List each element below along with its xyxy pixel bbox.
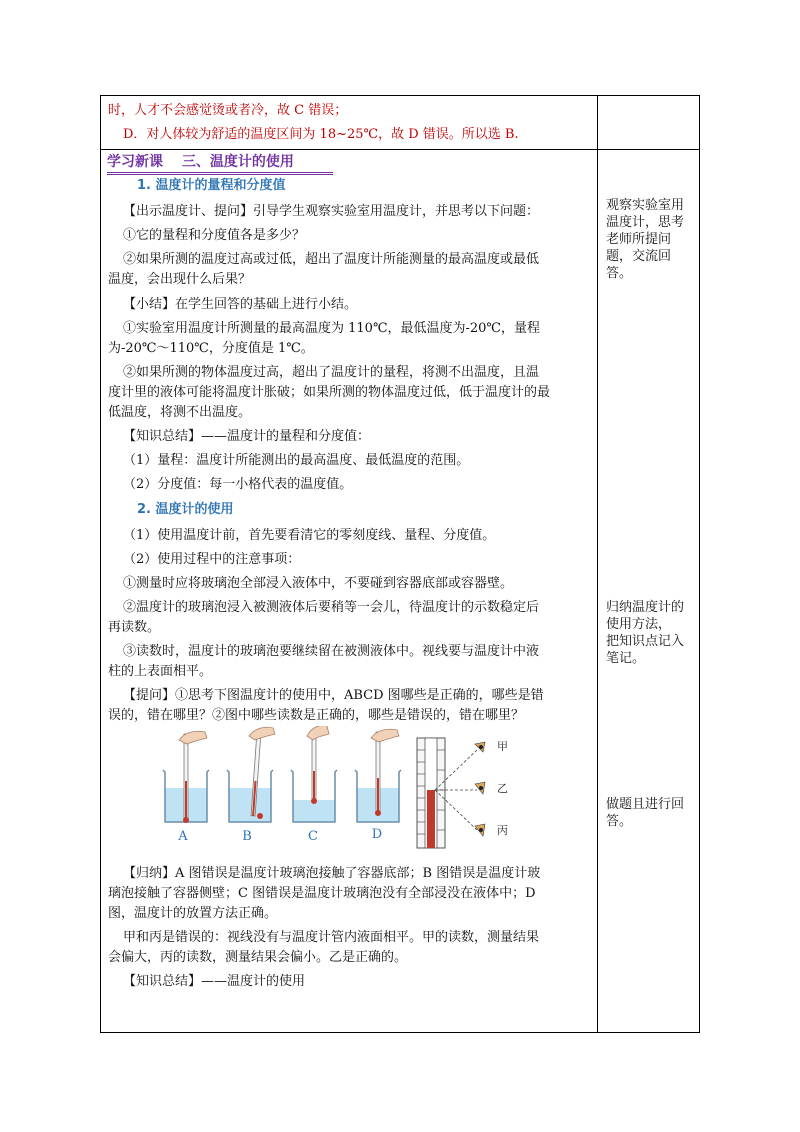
beaker-c <box>291 726 337 822</box>
part2-s1: （1）使用温度计前，首先要看清它的零刻度线、量程、分度值。 <box>123 528 496 543</box>
part2-n3b: 柱的上表面相平。 <box>108 664 213 679</box>
part2-n1: ①测量时应将玻璃泡全部浸入液体中，不要碰到容器底部或容器壁。 <box>123 576 514 591</box>
label-d: D <box>371 827 383 842</box>
label-jia: 甲 <box>497 740 508 753</box>
part2-h1: 甲和丙是错误的：视线没有与温度计管内液面相平。甲的读数，测量结果 <box>123 930 540 945</box>
label-c: C <box>308 829 318 844</box>
part1-intro: 【出示温度计、提问】引导学生观察实验室用温度计，并思考以下问题： <box>123 204 540 219</box>
reading-diagram <box>417 738 485 848</box>
label-b: B <box>242 829 252 844</box>
side-note-1e: 答。 <box>606 266 633 281</box>
answer-line-2: D．对人体较为舒适的温度区间为 18~25℃，故 D 错误。所以选 B. <box>123 127 519 142</box>
part2-n3a: ③读数时，温度计的玻璃泡要继续留在被测液体中。视线要与温度计中液 <box>123 644 540 659</box>
part1-k1: （1）量程：温度计所能测出的最高温度、最低温度的范围。 <box>123 453 470 468</box>
thermometer-figure <box>159 726 539 854</box>
side-note-3a: 做题且进行回 <box>606 797 685 812</box>
part2-question-a: 【提问】①思考下图温度计的使用中，ABCD 图哪些是正确的，哪些是错 <box>123 688 544 703</box>
part1-a2c: 低温度，将测不出温度。 <box>108 405 252 420</box>
side-note-2a: 归纳温度计的 <box>606 600 685 615</box>
part1-k2: （2）分度值：每一小格代表的温度值。 <box>123 477 353 492</box>
side-note-1a: 观察实验室用 <box>606 198 685 213</box>
part1-q2b: 温度，会出现什么后果？ <box>108 272 252 287</box>
part2-g3: 图，温度计的放置方法正确。 <box>108 906 278 921</box>
row-divider <box>101 149 699 150</box>
beaker-d <box>355 729 401 822</box>
answer-line-1: 时，人才不会感觉烫或者冷，故 C 错误； <box>108 103 348 118</box>
side-note-2c: 把知识点记入 <box>606 634 685 649</box>
part1-a2a: ②如果所测的物体温度过高，超出了温度计的量程，将测不出温度，且温 <box>123 365 540 380</box>
thermometer-figure-svg <box>159 726 539 854</box>
part1-q1: ①它的量程和分度值各是多少？ <box>123 228 306 243</box>
part2-g1: 【归纳】A 图错误是温度计玻璃泡接触了容器底部；B 图错误是温度计玻 <box>123 866 541 881</box>
part2-n2a: ②温度计的玻璃泡浸入被测液体后要稍等一会儿，待温度计的示数稳定后 <box>123 600 540 615</box>
part2-g2: 璃泡接触了容器侧壁；C 图错误是温度计玻璃泡没有全部浸没在液体中；D <box>108 886 536 901</box>
section-title: 学习新课 三、温度计的使用 <box>107 152 294 172</box>
label-a: A <box>178 829 188 844</box>
part1-q2a: ②如果所测的温度过高或过低，超出了温度计所能测量的最高温度或最低 <box>123 252 540 267</box>
part1-summary: 【小结】在学生回答的基础上进行小结。 <box>123 297 358 312</box>
side-note-1b: 温度计，思考 <box>606 215 685 230</box>
part1-knowledge-title: 【知识总结】——温度计的量程和分度值： <box>123 429 371 444</box>
part2-n2b: 再读数。 <box>108 620 161 635</box>
part2-s2: （2）使用过程中的注意事项： <box>123 552 301 567</box>
beaker-a <box>163 731 209 823</box>
part1-a2b: 度计里的液体可能将温度计胀破；如果所测的物体温度过低，低于温度计的最 <box>108 385 551 400</box>
beaker-b <box>227 727 275 822</box>
side-note-2d: 笔记。 <box>606 651 646 666</box>
part1-a1a: ①实验室用温度计所测量的最高温度为 110℃，最低温度为-20℃，量程 <box>123 321 540 336</box>
label-bing: 丙 <box>497 824 508 837</box>
side-note-3b: 答。 <box>606 814 633 829</box>
part2-knowledge: 【知识总结】——温度计的使用 <box>123 974 306 989</box>
part2-question-b: 误的，错在哪里？②图中哪些读数是正确的，哪些是错误的，错在哪里？ <box>108 708 525 723</box>
part1-heading: 1. 温度计的量程和分度值 <box>137 178 286 193</box>
side-note-1d: 题，交流回 <box>606 249 672 264</box>
label-yi: 乙 <box>497 782 508 795</box>
lesson-table <box>100 95 700 1033</box>
part2-h2: 会偏大，丙的读数，测量结果会偏小。乙是正确的。 <box>108 950 408 965</box>
side-note-1c: 老师所提问 <box>606 232 672 247</box>
part2-heading: 2. 温度计的使用 <box>137 502 234 517</box>
side-note-2b: 使用方法， <box>606 617 672 632</box>
part1-a1b: 为-20℃～110℃，分度值是 1℃。 <box>108 341 314 356</box>
